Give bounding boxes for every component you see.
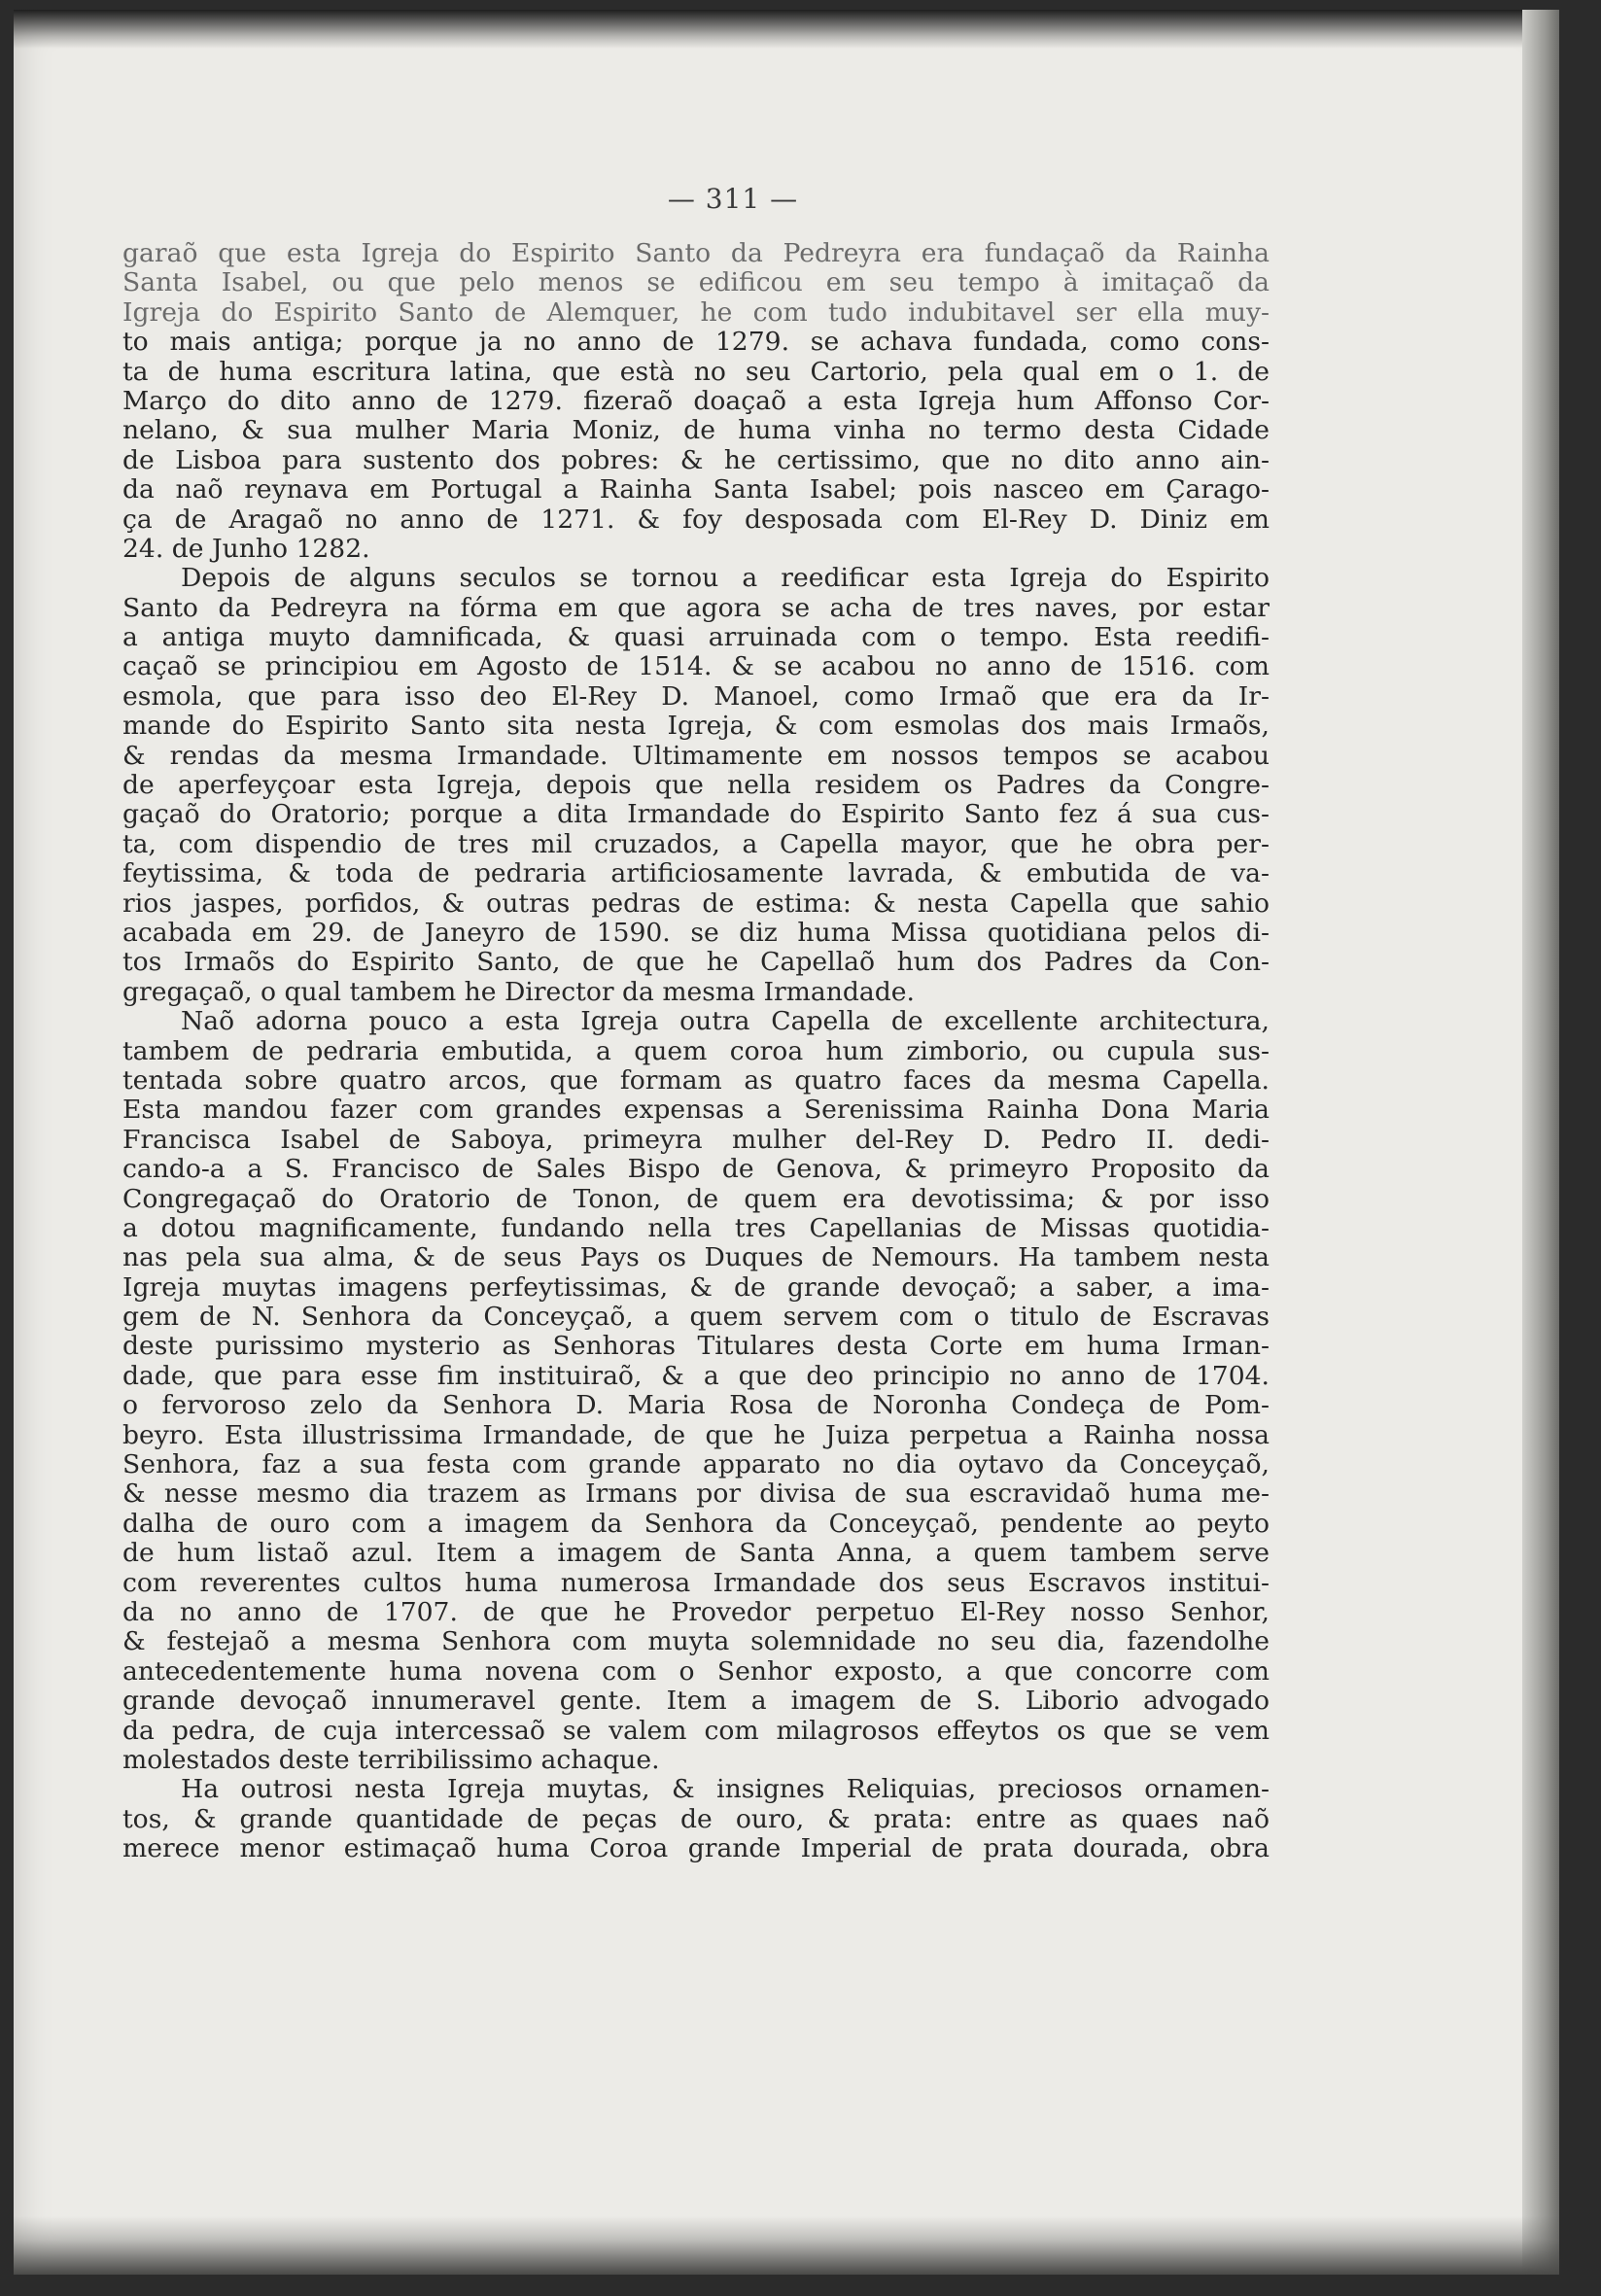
text-line: 24. de Junho 1282. <box>122 533 370 564</box>
page-number: — 311 — <box>667 183 799 215</box>
text-line: da naõ reynava em Portugal a Rainha Santa Isabel; pois nasceo em Çarago- <box>122 474 1270 505</box>
text-line: garaõ que esta Igreja do Espirito Santo da Pedreyra era fundaçaõ da Rainha <box>122 238 1270 268</box>
text-line: rios jaspes, porfidos, & outras pedras de estima: & nesta Capella que sahio <box>122 887 1270 919</box>
text-line: tos Irmaõs do Espirito Santo, de que he Capellaõ hum dos Padres da Con- <box>122 947 1270 978</box>
text-line: & nesse mesmo dia trazem as Irmans por divisa de sua escravidaõ huma me- <box>122 1478 1270 1510</box>
text-line: a dotou magnificamente, fundando nella tres Capellanias de Missas quotidia- <box>122 1212 1270 1243</box>
text-line: Congregaçaõ do Oratorio de Tonon, de quem era devotissima; & por isso <box>122 1183 1270 1214</box>
text-line: tentada sobre quatro arcos, que formam as quatro faces da mesma Capella. <box>122 1064 1270 1096</box>
text-line: esmola, que para isso deo El-Rey D. Manoel, como Irmaõ que era da Ir- <box>122 680 1270 712</box>
book-page <box>14 10 1559 2275</box>
body-text <box>122 239 1270 1863</box>
text-line: Francisca Isabel de Saboya, primeyra mulher del-Rey D. Pedro II. dedi- <box>122 1124 1270 1155</box>
text-line: de hum listaõ azul. Item a imagem de Santa Anna, a quem tambem serve <box>122 1538 1270 1569</box>
text-line: Santa Isabel, ou que pelo menos se edificou em seu tempo à imitaçaõ da <box>122 267 1270 298</box>
text-line: de aperfeyçoar esta Igreja, depois que nella residem os Padres da Congre- <box>122 770 1270 801</box>
text-line: mande do Espirito Santo sita nesta Igreja, & com esmolas dos mais Irmaõs, <box>122 711 1270 742</box>
text-line: dalha de ouro com a imagem da Senhora da Conceyçaõ, pendente ao peyto <box>122 1508 1270 1539</box>
text-line: antecedentemente huma novena com o Senhor exposto, a que concorre com <box>122 1655 1270 1687</box>
text-line: Março do dito anno de 1279. fizeraõ doaçaõ a esta Igreja hum Affonso Cor- <box>122 385 1270 416</box>
text-line: a antiga muyto damnificada, & quasi arruinada com o tempo. Esta reedifi- <box>122 622 1270 653</box>
text-line: da no anno de 1707. de que he Provedor perpetuo El-Rey nosso Senhor, <box>122 1596 1270 1627</box>
text-line: beyro. Esta illustrissima Irmandade, de que he Juiza perpetua a Rainha nossa <box>122 1419 1270 1450</box>
page-top-shadow <box>14 10 1559 49</box>
text-line: ta, com dispendio de tres mil cruzados, a Capella mayor, que he obra per- <box>122 828 1270 859</box>
page-right-edge <box>1522 10 1559 2275</box>
text-line: acabada em 29. de Janeyro de 1590. se diz huma Missa quotidiana pelos di- <box>122 917 1270 948</box>
text-line: gregaçaõ, o qual tambem he Director da mesma Irmandade. <box>122 976 915 1007</box>
text-line: Ha outrosi nesta Igreja muytas, & insignes Reliquias, preciosos ornamen- <box>181 1774 1270 1805</box>
text-line: nelano, & sua mulher Maria Moniz, de huma vinha no termo desta Cidade <box>122 415 1270 446</box>
text-line: o fervoroso zelo da Senhora D. Maria Rosa de Noronha Condeça de Pom- <box>122 1390 1270 1421</box>
text-line: merece menor estimaçaõ huma Coroa grande Imperial de prata dourada, obra <box>122 1833 1270 1864</box>
text-line: Esta mandou fazer com grandes expensas a Serenissima Rainha Dona Maria <box>122 1095 1270 1126</box>
page-bottom-shadow <box>14 2216 1559 2275</box>
text-line: cando-a a S. Francisco de Sales Bispo de Genova, & primeyro Proposito da <box>122 1154 1270 1185</box>
text-line: Santo da Pedreyra na fórma em que agora se acha de tres naves, por estar <box>122 592 1270 623</box>
text-line: caçaõ se principiou em Agosto de 1514. & se acabou no anno de 1516. com <box>122 651 1270 682</box>
text-line: deste purissimo mysterio as Senhoras Titulares desta Corte em huma Irman- <box>122 1331 1270 1362</box>
text-line: & rendas da mesma Irmandade. Ultimamente em nossos tempos se acabou <box>122 740 1270 771</box>
text-line: Naõ adorna pouco a esta Igreja outra Capella de excellente architectura, <box>181 1006 1270 1037</box>
text-line: Igreja do Espirito Santo de Alemquer, he com tudo indubitavel ser ella muy- <box>122 296 1270 328</box>
text-line: gaçaõ do Oratorio; porque a dita Irmandade do Espirito Santo fez á sua cus- <box>122 799 1270 830</box>
text-line: molestados deste terribilissimo achaque. <box>122 1744 660 1775</box>
text-line: Depois de alguns seculos se tornou a reedificar esta Igreja do Espirito <box>181 563 1270 594</box>
text-line: gem de N. Senhora da Conceyçaõ, a quem servem com o titulo de Escravas <box>122 1302 1270 1333</box>
text-line: grande devoçaõ innumeravel gente. Item a imagem de S. Liborio advogado <box>122 1686 1270 1717</box>
text-line: to mais antiga; porque ja no anno de 1279. se achava fundada, como cons- <box>122 327 1270 358</box>
text-line: ta de huma escritura latina, que està no seu Cartorio, pela qual em o 1. de <box>122 356 1270 387</box>
text-line: tambem de pedraria embutida, a quem coroa hum zimborio, ou cupula sus- <box>122 1035 1270 1066</box>
text-line: com reverentes cultos huma numerosa Irmandade dos seus Escravos institui- <box>122 1567 1270 1598</box>
text-line: tos, & grande quantidade de peças de ouro, & prata: entre as quaes naõ <box>122 1803 1270 1834</box>
text-line: da pedra, de cuja intercessaõ se valem com milagrosos effeytos os que se vem <box>122 1715 1270 1746</box>
text-line: feytissima, & toda de pedraria artificiosamente lavrada, & embutida de va- <box>122 858 1270 889</box>
text-line: dade, que para esse fim instituiraõ, & a que deo principio no anno de 1704. <box>122 1360 1270 1391</box>
text-line: de Lisboa para sustento dos pobres: & he certissimo, que no dito anno ain- <box>122 444 1270 475</box>
text-line: & festejaõ a mesma Senhora com muyta solemnidade no seu dia, fazendolhe <box>122 1626 1270 1657</box>
text-line: nas pela sua alma, & de seus Pays os Duques de Nemours. Ha tambem nesta <box>122 1242 1270 1273</box>
text-line: Senhora, faz a sua festa com grande apparato no dia oytavo da Conceyçaõ, <box>122 1449 1270 1480</box>
text-line: ça de Aragaõ no anno de 1271. & foy desposada com El-Rey D. Diniz em <box>122 504 1270 535</box>
text-line: Igreja muytas imagens perfeytissimas, & de grande devoçaõ; a saber, a ima- <box>122 1271 1270 1303</box>
